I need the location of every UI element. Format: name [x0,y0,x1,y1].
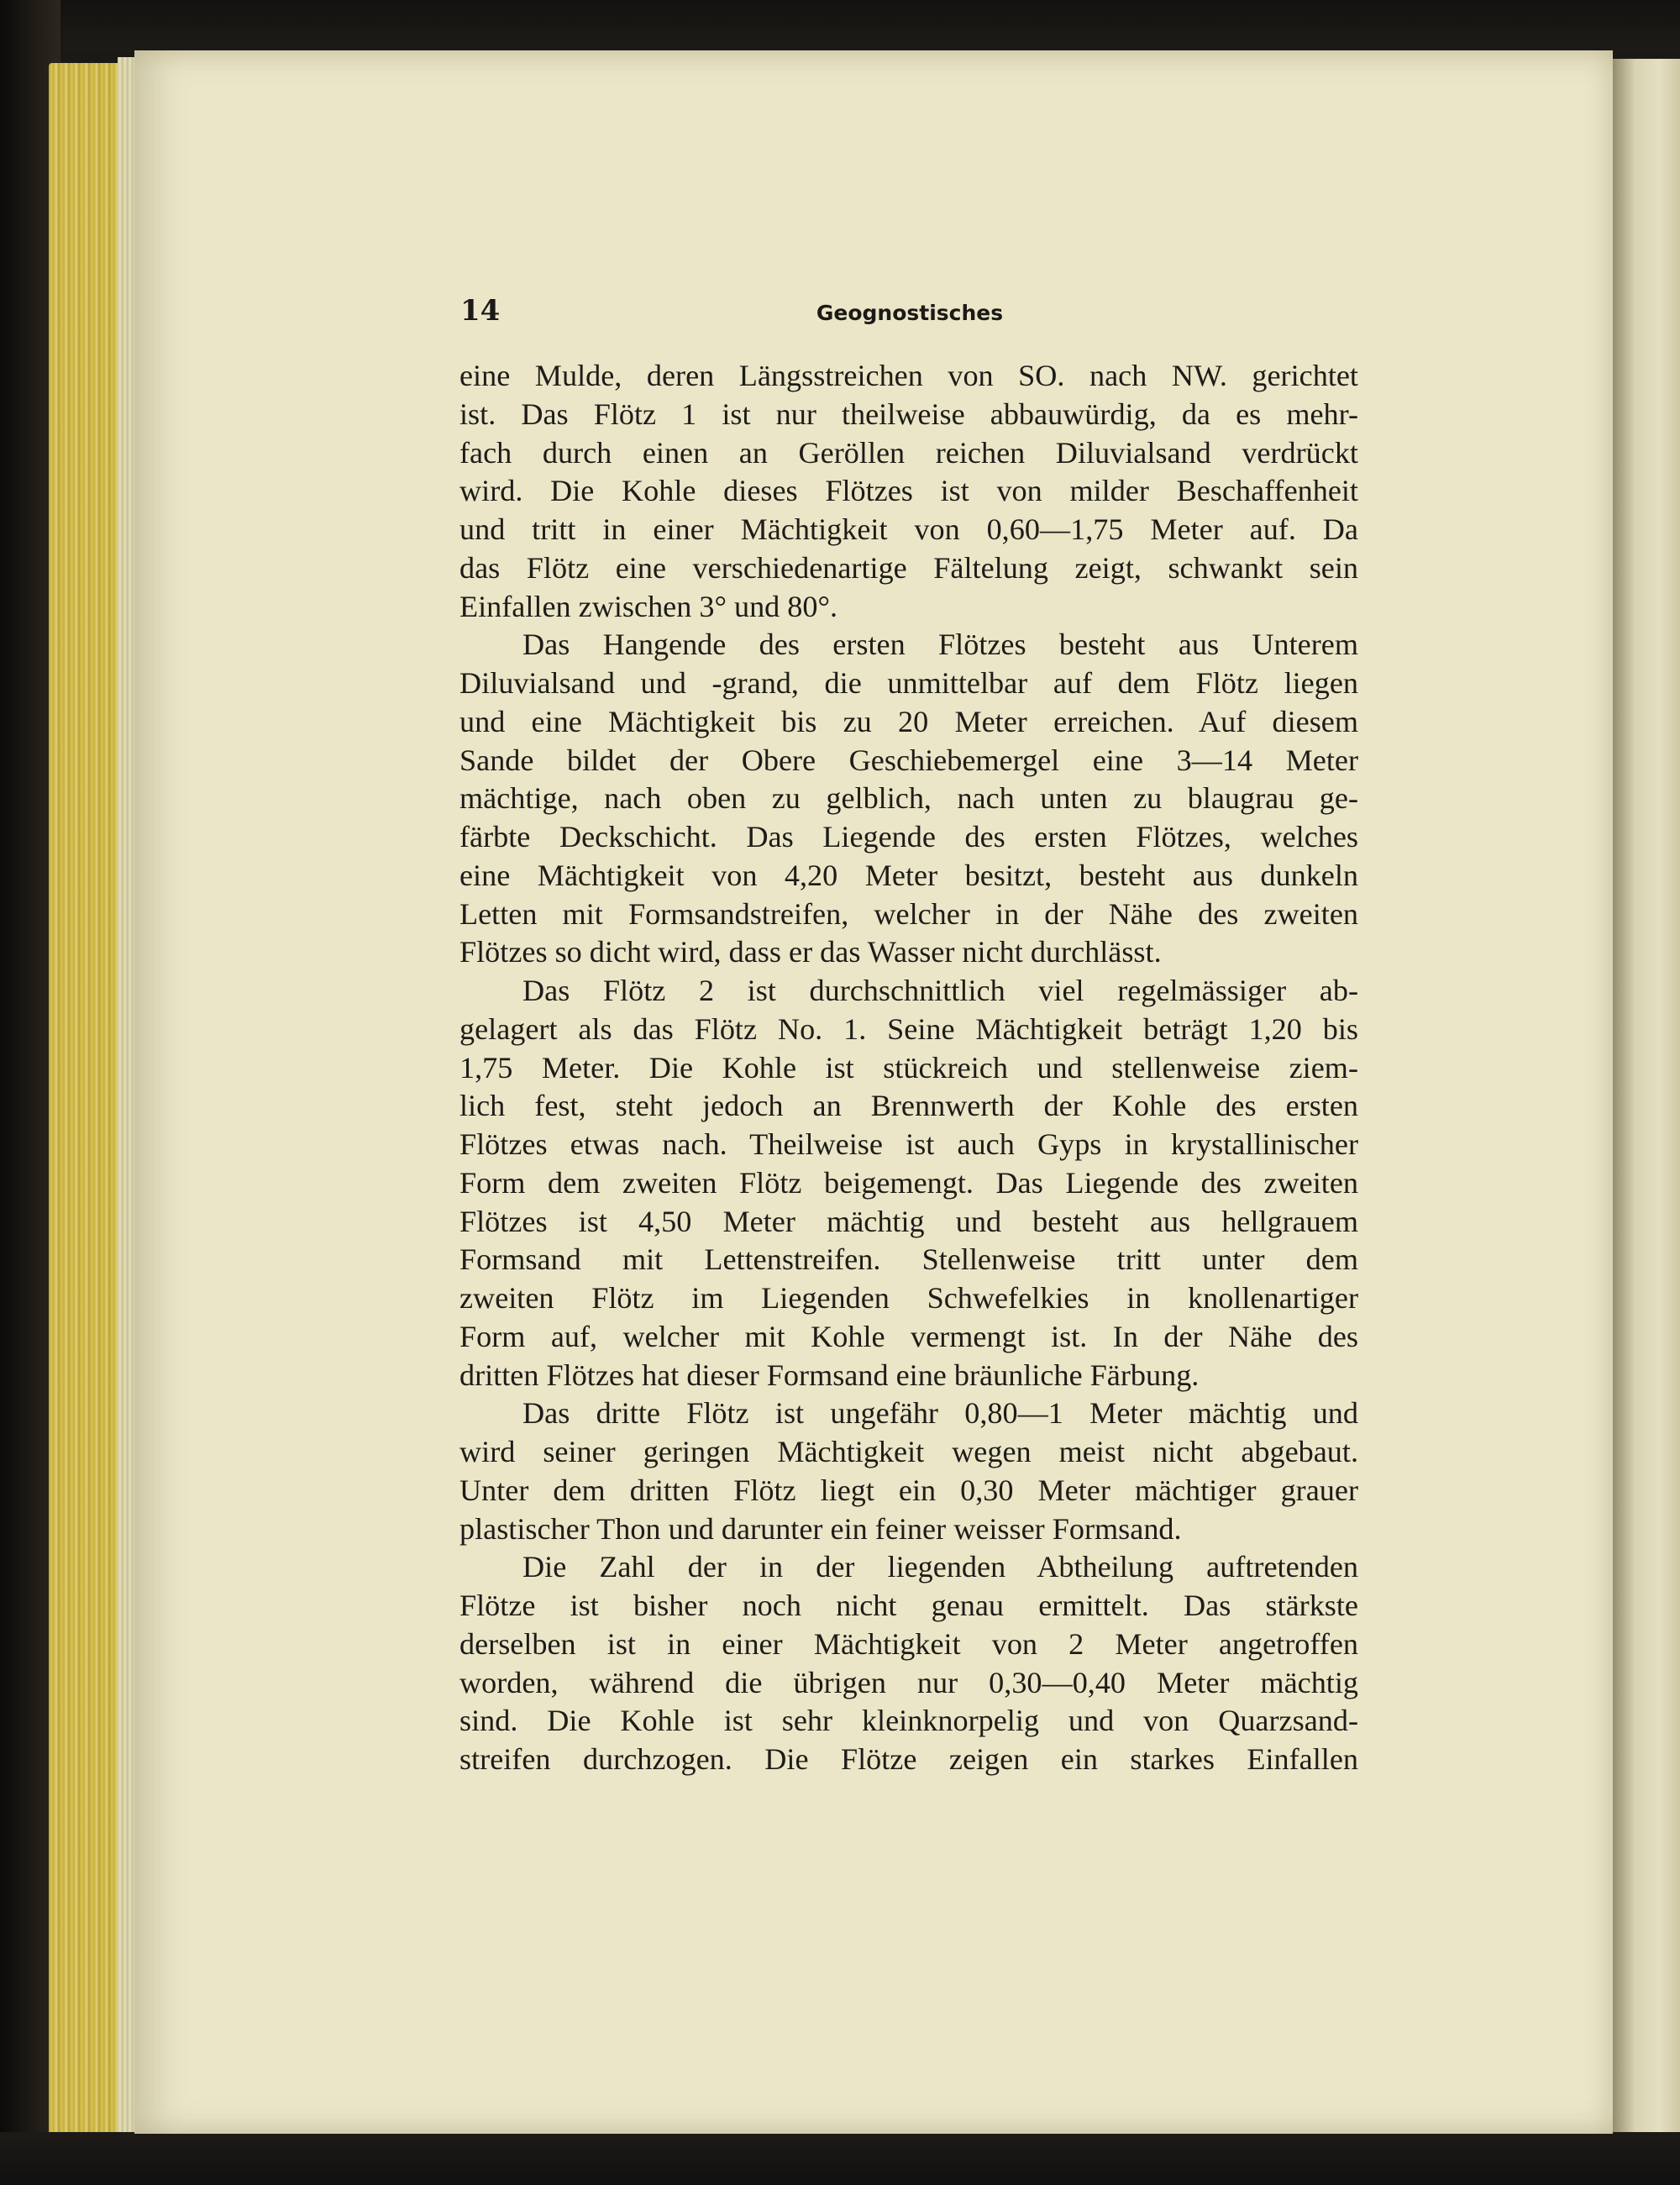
text-line: Das Hangende des ersten Flötzes besteht aus Unterem [522,628,1358,662]
text-line: wird seiner geringen Mächtigkeit wegen meist nicht abgebaut. [459,1435,1358,1468]
running-title: Geognostisches [816,301,1004,325]
scan-background-top [0,0,1680,52]
text-line: Flötzes etwas nach. Theilweise ist auch Gyps in krystallinischer [459,1127,1358,1161]
text-line: sind. Die Kohle ist sehr kleinknorpelig und von Quarzsand- [459,1704,1358,1738]
text-line: ist. Das Flötz 1 ist nur theilweise abbauwürdig, da es mehr- [459,397,1358,431]
text-line: eine Mächtigkeit von 4,20 Meter besitzt, besteht aus dunkeln [459,858,1358,892]
body-text [459,357,1358,1779]
text-line: plastischer Thon und darunter ein feiner weisser Formsand. [459,1511,1182,1546]
page-number: 14 [460,294,501,328]
text-line: Form dem zweiten Flötz beigemengt. Das Liegende des zweiten [459,1165,1358,1200]
text-line: Flötzes ist 4,50 Meter mächtig und besteht aus hellgrauem [459,1204,1358,1238]
text-line: dritten Flötzes hat dieser Formsand eine bräunliche Färbung. [459,1358,1200,1392]
text-line: und tritt in einer Mächtigkeit von 0,60—1,75 Meter auf. Da [459,512,1358,546]
text-line: und eine Mächtigkeit bis zu 20 Meter erreichen. Auf diesem [459,704,1358,738]
text-line: Sande bildet der Obere Geschiebemergel eine 3—14 Meter [459,743,1358,777]
text-line: 1,75 Meter. Die Kohle ist stückreich und stellenweise ziem- [459,1050,1358,1085]
text-line: gelagert als das Flötz No. 1. Seine Mächtigkeit beträgt 1,20 bis [459,1011,1358,1046]
text-line: Formsand mit Lettenstreifen. Stellenweise tritt unter dem [459,1242,1358,1277]
text-line: lich fest, steht jedoch an Brennwerth der Kohle des ersten [459,1089,1358,1123]
text-line: worden, während die übrigen nur 0,30—0,40 Meter mächtig [459,1665,1358,1699]
text-line: färbte Deckschicht. Das Liegende des ersten Flötzes, welches [459,820,1358,854]
text-line: wird. Die Kohle dieses Flötzes ist von milder Beschaffenheit [459,474,1358,508]
scan-background-bottom [0,2132,1680,2185]
next-page-edge [1611,59,1680,2134]
text-line: streifen durchzogen. Die Flötze zeigen ein starkes Einfallen [459,1742,1358,1776]
text-line: fach durch einen an Geröllen reichen Diluvialsand verdrückt [459,435,1358,470]
text-line: Flötzes so dicht wird, dass er das Wasser nicht durchlässt. [459,935,1162,969]
text-line: Letten mit Formsandstreifen, welcher in der Nähe des zweiten [459,896,1358,931]
text-line: eine Mulde, deren Längsstreichen von SO. nach NW. gerichtet [459,359,1358,392]
text-line: Das Flötz 2 ist durchschnittlich viel regelmässiger ab- [522,974,1358,1007]
running-head [460,294,1359,336]
text-line: Einfallen zwischen 3° und 80°. [459,589,838,623]
text-line: zweiten Flötz im Liegenden Schwefelkies in knollenartiger [459,1281,1358,1315]
text-line: Das dritte Flötz ist ungefähr 0,80—1 Meter mächtig und [522,1396,1358,1431]
text-line: Flötze ist bisher noch nicht genau ermittelt. Das stärkste [459,1589,1358,1622]
text-line: mächtige, nach oben zu gelblich, nach unten zu blaugrau ge- [459,781,1358,816]
text-line: das Flötz eine verschiedenartige Fältelung zeigt, schwankt sein [459,550,1358,585]
text-line: Unter dem dritten Flötz liegt ein 0,30 Meter mächtiger grauer [459,1473,1358,1507]
text-line: derselben ist in einer Mächtigkeit von 2 Meter angetroffen [459,1626,1358,1661]
text-line: Die Zahl der in der liegenden Abtheilung auftretenden [522,1550,1358,1584]
text-line: Diluvialsand und -grand, die unmittelbar auf dem Flötz liegen [459,666,1358,700]
text-line: Form auf, welcher mit Kohle vermengt ist. In der Nähe des [459,1319,1358,1353]
